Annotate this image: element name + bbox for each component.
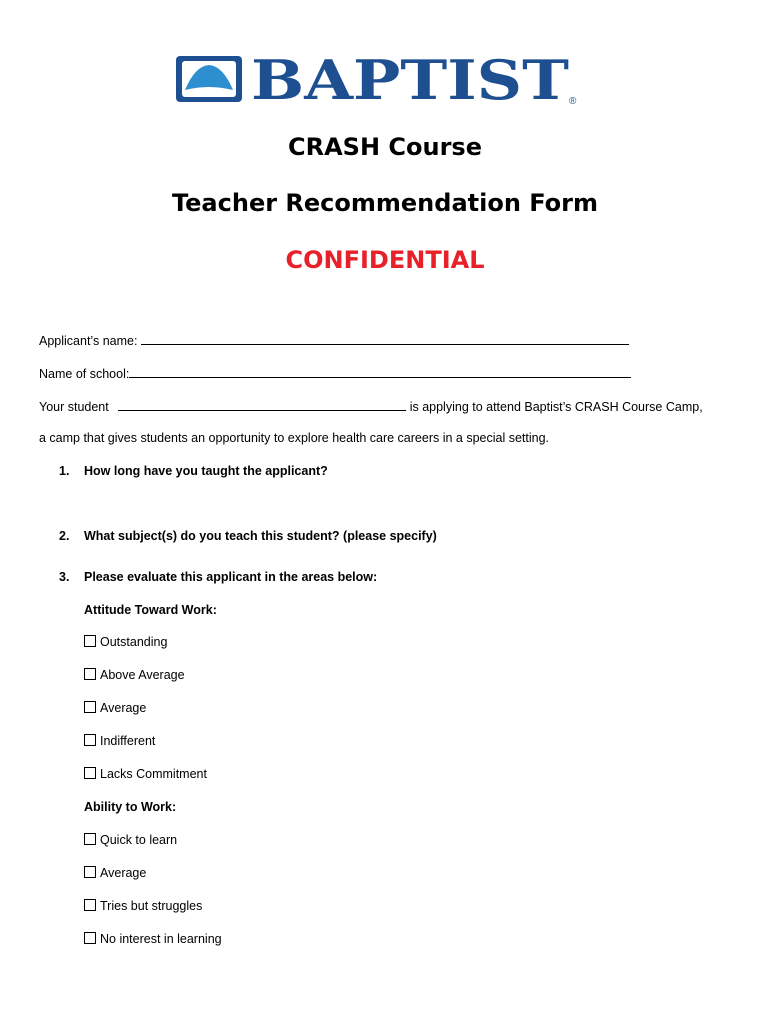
option-label: Average <box>100 701 147 715</box>
option-outstanding <box>84 635 167 649</box>
intro-text: a camp that gives students an opportunity to explore health care careers in a special setting. <box>39 431 550 445</box>
school-name-row <box>39 365 631 381</box>
brand-wordmark: BAPTIST <box>251 54 569 106</box>
checkbox[interactable] <box>84 668 96 680</box>
form-subtitle: Teacher Recommendation Form <box>171 189 599 217</box>
checkbox[interactable] <box>84 833 96 845</box>
checkbox[interactable] <box>84 635 96 647</box>
checkbox[interactable] <box>84 899 96 911</box>
school-name-field[interactable] <box>129 365 631 378</box>
checkbox[interactable] <box>84 767 96 779</box>
question-1 <box>59 464 328 478</box>
question-text: How long have you taught the applicant? <box>84 464 328 478</box>
option-label: Tries but struggles <box>100 899 203 913</box>
question-text: Please evaluate this applicant in the areas below: <box>84 570 378 584</box>
checkbox[interactable] <box>84 701 96 713</box>
baptist-logo <box>175 54 580 106</box>
question-number: 3. <box>59 570 70 584</box>
question-2 <box>59 529 437 543</box>
checkbox[interactable] <box>84 866 96 878</box>
option-label: Above Average <box>100 668 185 682</box>
registered-mark: ® <box>569 96 577 106</box>
student-prefix: Your student <box>39 400 109 414</box>
attitude-heading: Attitude Toward Work: <box>84 603 217 617</box>
school-name-label: Name of school: <box>39 367 130 381</box>
option-tries-but-struggles <box>84 899 202 913</box>
option-average <box>84 701 146 715</box>
option-above-average <box>84 668 185 682</box>
option-label: Indifferent <box>100 734 156 748</box>
checkbox[interactable] <box>84 734 96 746</box>
option-no-interest <box>84 932 222 946</box>
ability-heading: Ability to Work: <box>84 800 177 814</box>
option-label: Average <box>100 866 147 880</box>
student-name-field[interactable] <box>118 398 406 411</box>
applicant-name-row <box>39 332 629 348</box>
question-number: 2. <box>59 529 70 543</box>
applicant-name-field[interactable] <box>141 332 629 345</box>
question-number: 1. <box>59 464 70 478</box>
option-label: Quick to learn <box>100 833 178 847</box>
student-suffix: is applying to attend Baptist’s CRASH Course Camp, <box>409 400 703 414</box>
confidential-label: CONFIDENTIAL <box>285 246 485 274</box>
option-indifferent <box>84 734 155 748</box>
student-row <box>39 398 703 414</box>
option-lacks-commitment <box>84 767 207 781</box>
question-3 <box>59 570 377 584</box>
option-ability-average <box>84 866 146 880</box>
form-title: CRASH Course <box>288 133 482 161</box>
applicant-name-label: Applicant’s name: <box>39 334 138 348</box>
option-quick-to-learn <box>84 833 177 847</box>
option-label: Outstanding <box>100 635 168 649</box>
checkbox[interactable] <box>84 932 96 944</box>
option-label: No interest in learning <box>100 932 222 946</box>
question-text: What subject(s) do you teach this student? (please specify) <box>84 529 437 543</box>
option-label: Lacks Commitment <box>100 767 207 781</box>
